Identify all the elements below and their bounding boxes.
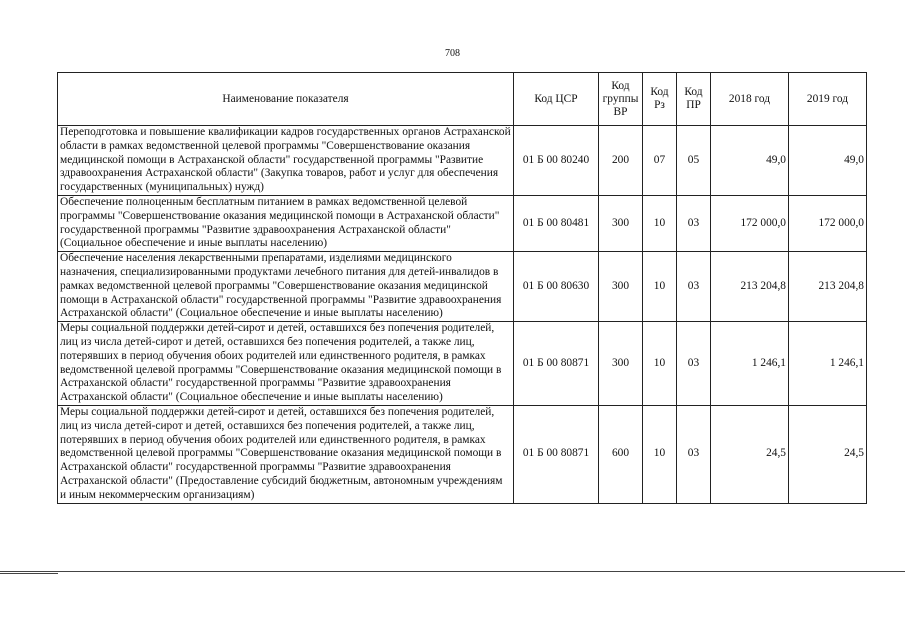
row-pr: 03 (677, 252, 711, 322)
row-pr: 03 (677, 322, 711, 406)
row-vr: 300 (599, 322, 643, 406)
row-rz: 10 (643, 405, 677, 503)
header-pr: Код ПР (677, 73, 711, 126)
row-2018: 1 246,1 (711, 322, 789, 406)
row-2018: 49,0 (711, 126, 789, 196)
table-row (58, 195, 867, 251)
page-number: 708 (445, 48, 460, 59)
page-bottom-rule-short (0, 573, 58, 574)
header-name: Наименование показателя (58, 73, 514, 126)
row-csr: 01 Б 00 80240 (514, 126, 599, 196)
header-rz: Код Рз (643, 73, 677, 126)
row-rz: 07 (643, 126, 677, 196)
budget-table (57, 72, 867, 504)
row-2018: 24,5 (711, 405, 789, 503)
row-2019: 1 246,1 (789, 322, 867, 406)
row-rz: 10 (643, 252, 677, 322)
row-2018: 172 000,0 (711, 195, 789, 251)
row-name: Обеспечение населения лекарственными препаратами, изделиями медицинского назначения, специализированными продуктами лечебного питания для детей-инвалидов в рамках ведомственной целевой программы "Совершенствование оказания медицинской помощи в Астраханской области" государственной программы "Развитие здравоохранения Астраханской области" (Социальное обеспечение и иные выплаты населению) (58, 252, 514, 322)
row-vr: 300 (599, 195, 643, 251)
row-2019: 172 000,0 (789, 195, 867, 251)
header-vr: Код группы ВР (599, 73, 643, 126)
row-name: Обеспечение полноценным бесплатным питанием в рамках ведомственной целевой программы "Совершенствование оказания медицинской помощи в Астраханской области" государственной программы "Развитие здравоохранения Астраханской области" (Социальное обеспечение и иные выплаты населению) (58, 195, 514, 251)
table-row (58, 322, 867, 406)
row-2018: 213 204,8 (711, 252, 789, 322)
row-rz: 10 (643, 195, 677, 251)
row-pr: 05 (677, 126, 711, 196)
row-name: Переподготовка и повышение квалификации кадров государственных органов Астраханской области в рамках ведомственной целевой программы "Совершенствование оказания медицинской помощи в Астраханской области" государственной программы "Развитие здравоохранения Астраханской области" (Закупка товаров, работ и услуг для обеспечения государственных (муниципальных) нужд) (58, 126, 514, 196)
page-bottom-rule (0, 571, 905, 572)
row-vr: 600 (599, 405, 643, 503)
row-pr: 03 (677, 405, 711, 503)
row-csr: 01 Б 00 80871 (514, 405, 599, 503)
row-csr: 01 Б 00 80871 (514, 322, 599, 406)
table-row (58, 405, 867, 503)
row-name: Меры социальной поддержки детей-сирот и детей, оставшихся без попечения родителей, лиц из числа детей-сирот и детей, оставшихся без попечения родителей, а также лиц, потерявших в период обучения обоих родителей или единственного родителя, в рамках ведомственной целевой программы "Совершенствование оказания медицинской помощи в Астраханской области" государственной программы "Развитие здравоохранения Астраханской области" (Социальное обеспечение и иные выплаты населению) (58, 322, 514, 406)
header-2019: 2019 год (789, 73, 867, 126)
header-2018: 2018 год (711, 73, 789, 126)
table-row (58, 252, 867, 322)
row-vr: 200 (599, 126, 643, 196)
row-2019: 213 204,8 (789, 252, 867, 322)
table-row (58, 126, 867, 196)
table-header-row (58, 73, 867, 126)
header-csr: Код ЦСР (514, 73, 599, 126)
row-csr: 01 Б 00 80481 (514, 195, 599, 251)
row-vr: 300 (599, 252, 643, 322)
row-2019: 24,5 (789, 405, 867, 503)
row-2019: 49,0 (789, 126, 867, 196)
row-rz: 10 (643, 322, 677, 406)
row-name: Меры социальной поддержки детей-сирот и детей, оставшихся без попечения родителей, лиц из числа детей-сирот и детей, оставшихся без попечения родителей, а также лиц, потерявших в период обучения обоих родителей или единственного родителя, в рамках ведомственной целевой программы "Совершенствование оказания медицинской помощи в Астраханской области" государственной программы "Развитие здравоохранения Астраханской области" (Предоставление субсидий бюджетным, автономным учреждениям и иным некоммерческим организациям) (58, 405, 514, 503)
row-csr: 01 Б 00 80630 (514, 252, 599, 322)
row-pr: 03 (677, 195, 711, 251)
